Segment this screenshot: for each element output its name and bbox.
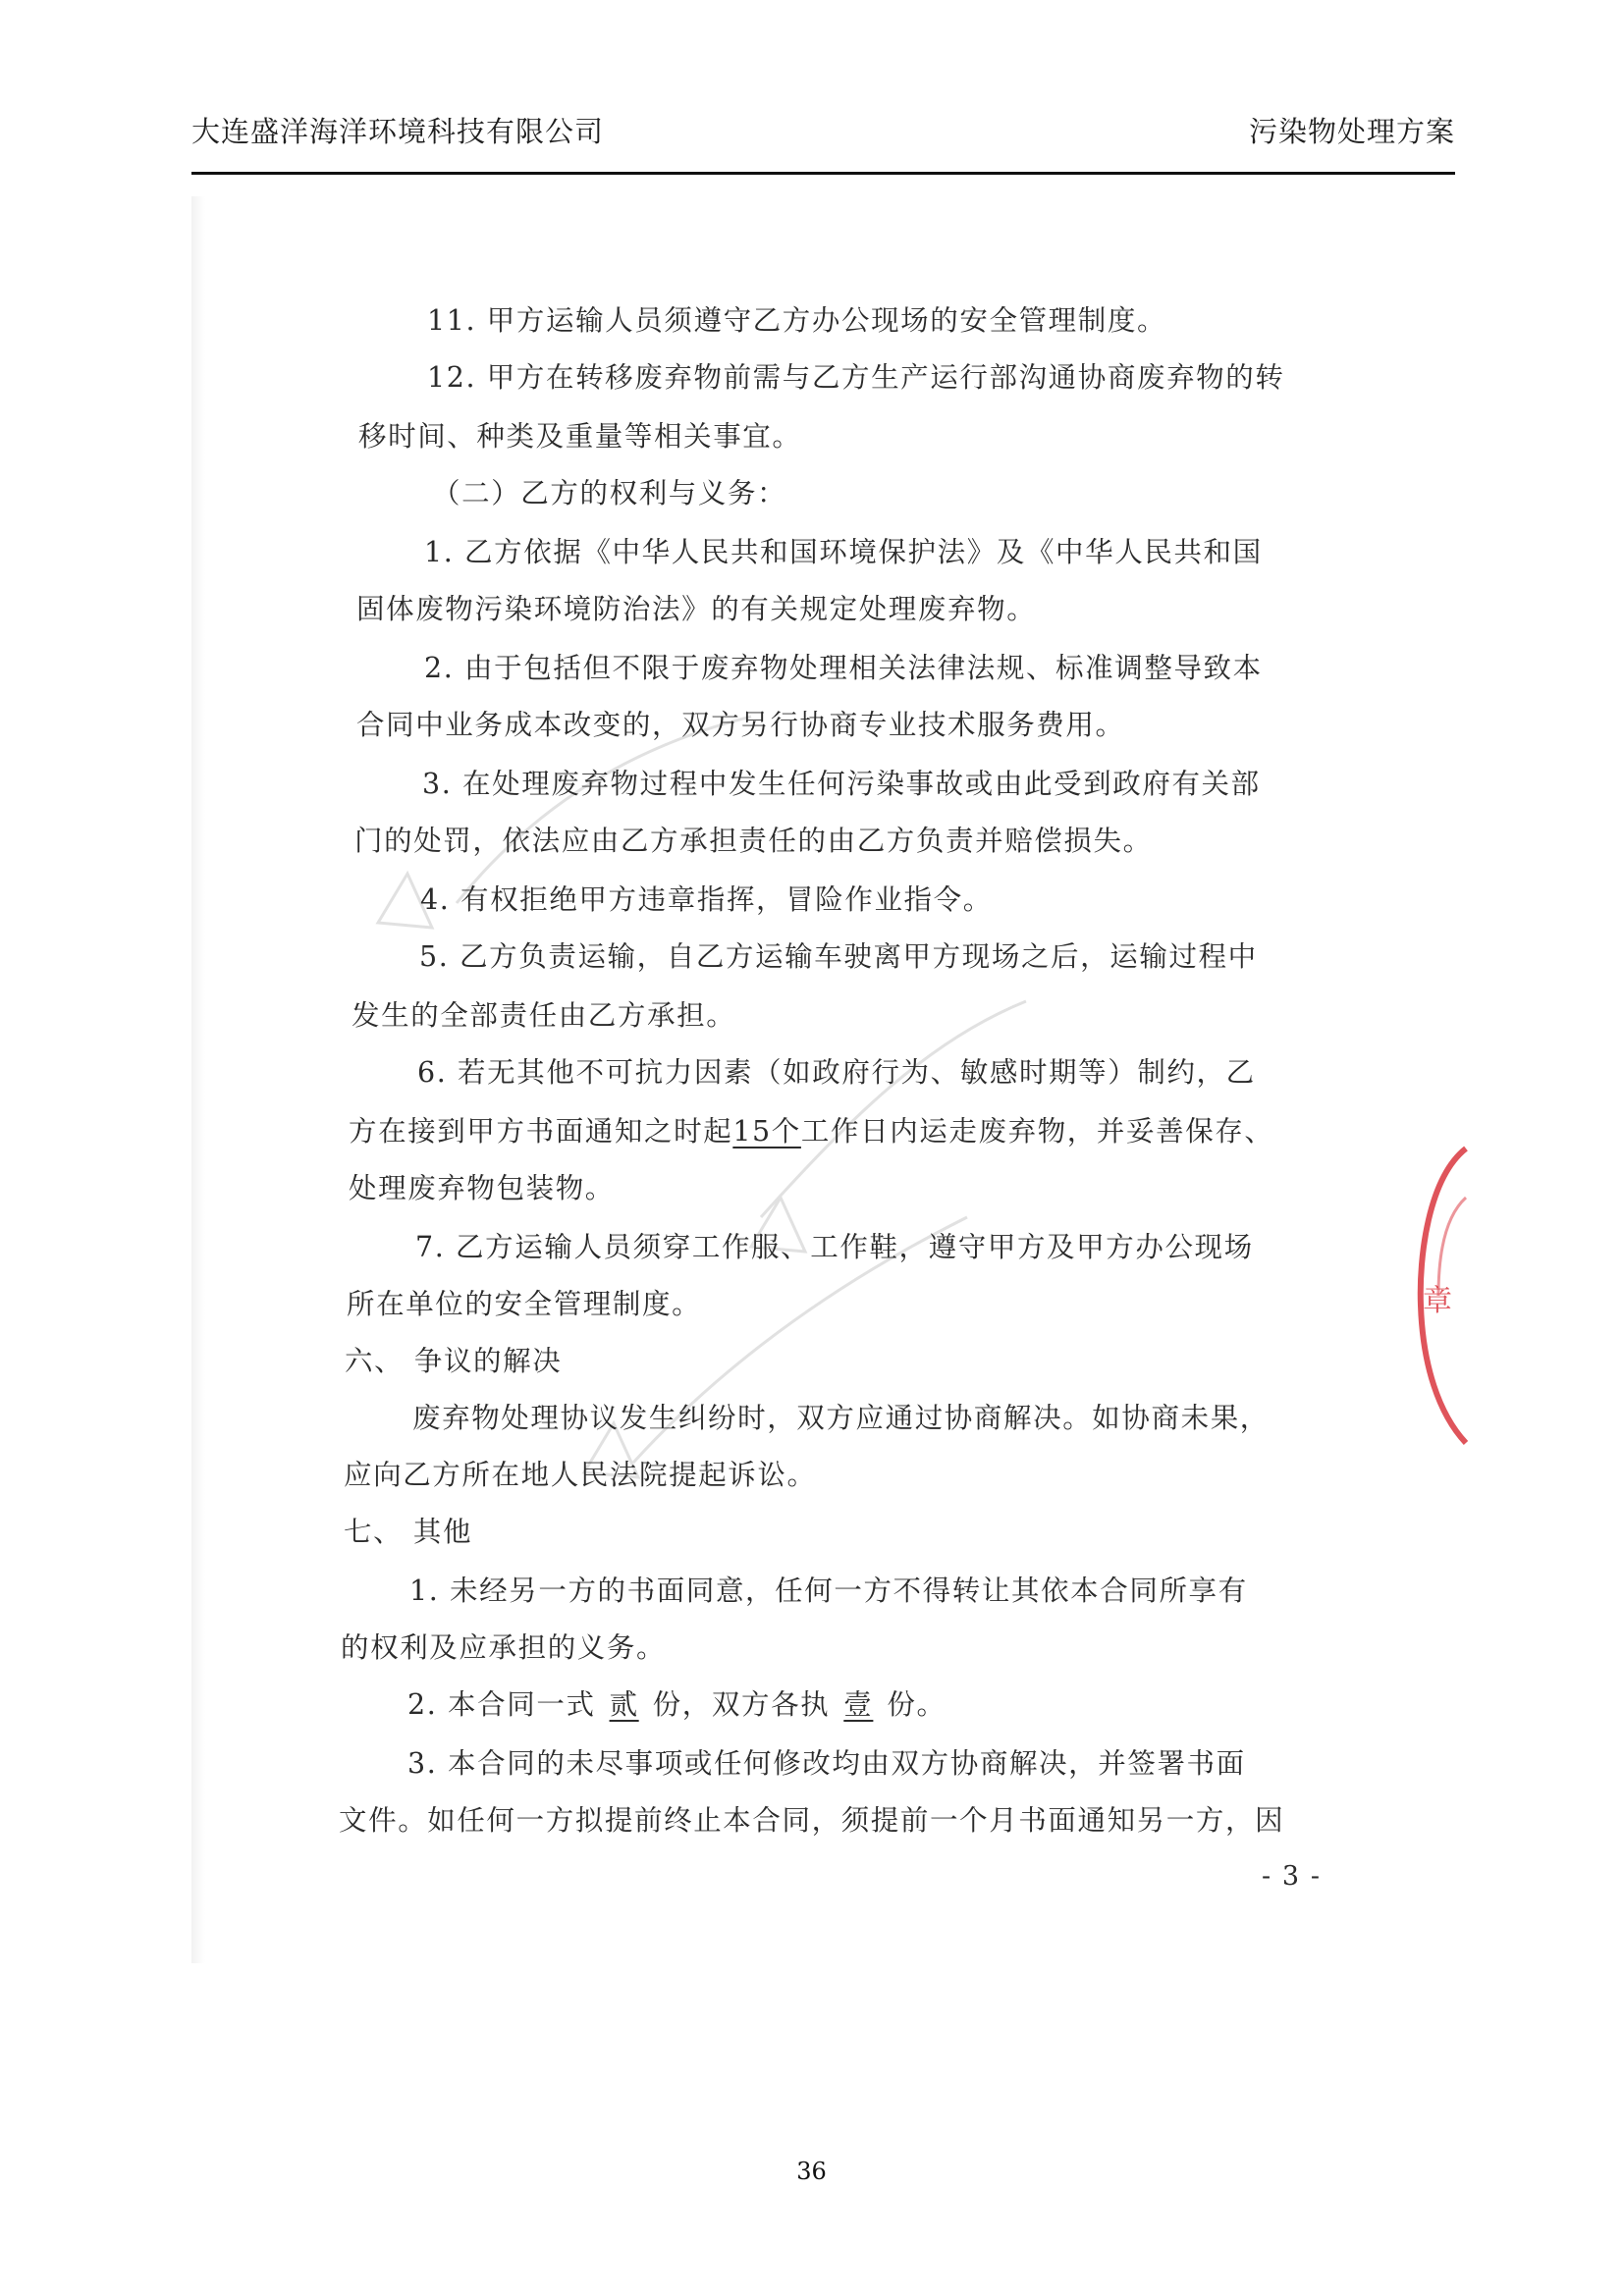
copies-each: 壹: [843, 1688, 874, 1721]
deadline-days: 15个: [732, 1115, 801, 1148]
clause-line: 门的处罚，依法应由乙方承担责任的由乙方负责并赔偿损失。: [354, 825, 1153, 857]
red-seal-fragment: [1409, 1139, 1468, 1457]
page-number: 36: [796, 2158, 827, 2185]
clause-text: 工作日内运走废弃物，并妥善保存、: [800, 1115, 1274, 1148]
watermark-stroke: [457, 717, 751, 903]
section-heading: （二）乙方的权利与义务：: [432, 477, 787, 509]
clause-line: 3. 本合同的未尽事项或任何修改均由双方协商解决，并签署书面: [407, 1747, 1246, 1780]
clause-line: 4. 有权拒绝甲方违章指挥，冒险作业指令。: [420, 883, 993, 916]
clause-line: 处理废弃物包装物。: [349, 1172, 615, 1204]
clause-line: 合同中业务成本改变的，双方另行协商专业技术服务费用。: [356, 709, 1125, 741]
scanned-contract-page: [191, 196, 1458, 1963]
clause-line: 文件。如任何一方拟提前终止本合同，须提前一个月书面通知另一方，因: [339, 1804, 1285, 1837]
clause-line: 应向乙方所在地人民法院提起诉讼。: [344, 1459, 817, 1491]
section-heading: 七、 其他: [344, 1516, 473, 1548]
seal-character: 章: [1423, 1284, 1452, 1318]
clause-text: 份，双方各执: [652, 1688, 831, 1721]
page-header: [191, 110, 1455, 169]
clause-line: 5. 乙方负责运输，自乙方运输车驶离甲方现场之后，运输过程中: [419, 940, 1258, 973]
inner-page-number: - 3 -: [1262, 1861, 1322, 1892]
clause-line: [407, 1682, 947, 1723]
clause-line: 的权利及应承担的义务。: [341, 1631, 667, 1664]
clause-line: 所在单位的安全管理制度。: [347, 1288, 702, 1320]
company-name: 大连盛洋海洋环境科技有限公司: [191, 115, 605, 148]
section-heading: 六、 争议的解决: [345, 1345, 563, 1377]
clause-text: 份。: [887, 1688, 947, 1721]
clause-line: 废弃物处理协议发生纠纷时，双方应通过协商解决。如协商未果，: [412, 1402, 1270, 1434]
scan-edge-shadow: [191, 196, 205, 1963]
clause-line: 7. 乙方运输人员须穿工作服、工作鞋，遵守甲方及甲方办公现场: [415, 1231, 1254, 1263]
header-divider: [191, 172, 1455, 175]
clause-line: 1. 乙方依据《中华人民共和国环境保护法》及《中华人民共和国: [424, 536, 1263, 568]
clause-line: 2. 由于包括但不限于废弃物处理相关法律法规、标准调整导致本: [424, 652, 1263, 684]
clause-text: 方在接到甲方书面通知之时起: [349, 1115, 733, 1148]
copies-total: 贰: [609, 1688, 639, 1721]
clause-line: 12. 甲方在转移废弃物前需与乙方生产运行部沟通协商废弃物的转: [427, 361, 1285, 394]
clause-line: 发生的全部责任由乙方承担。: [352, 999, 736, 1032]
clause-line: 1. 未经另一方的书面同意，任何一方不得转让其依本合同所享有: [409, 1575, 1248, 1607]
document-title: 污染物处理方案: [1248, 115, 1455, 148]
clause-line: 11. 甲方运输人员须遵守乙方办公现场的安全管理制度。: [427, 304, 1167, 337]
clause-text: 2. 本合同一式: [407, 1688, 596, 1721]
watermark-seal: [339, 609, 1085, 1590]
clause-line: [349, 1109, 1274, 1149]
clause-line: 固体废物污染环境防治法》的有关规定处理废弃物。: [356, 593, 1037, 625]
clause-line: 6. 若无其他不可抗力因素（如政府行为、敏感时期等）制约，乙: [417, 1056, 1256, 1089]
clause-line: 3. 在处理废弃物过程中发生任何污染事故或由此受到政府有关部: [422, 768, 1261, 800]
clause-line: 移时间、种类及重量等相关事宜。: [358, 420, 802, 453]
